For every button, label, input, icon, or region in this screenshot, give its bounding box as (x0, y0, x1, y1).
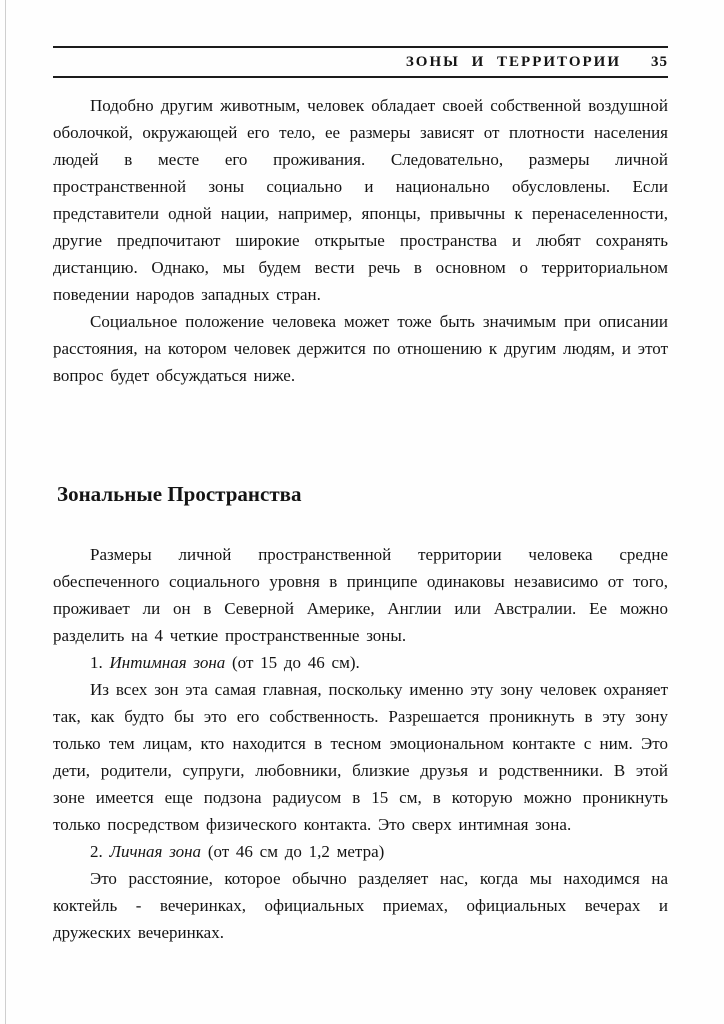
paragraph-intro-2: Социальное положение человека может тоже быть значимым при описании расстояния, на котором человек держится по отношению к другим людям, и этот вопрос будет обсуждаться ниже. (53, 312, 668, 385)
zone-1-range: (от 15 до 46 см). (232, 653, 360, 672)
zone-list-item-2 (53, 838, 668, 865)
running-header (53, 46, 668, 78)
paragraph-intro-1: Подобно другим животным, человек обладает своей собственной воздушной оболочкой, окружающей его тело, ее размеры зависят от плотности населения людей в месте его проживания. Следовательно, размеры личной пространственной зоны социально и национально обусловлены. Если представители одной нации, например, японцы, привычны к перенаселенности, другие предпочитают широкие открытые пространства и любят сохранять дистанцию. Однако, мы будем вести речь в основном о территориальном поведении народов западных стран. (53, 96, 668, 304)
paragraph-section-lead: Размеры личной пространственной территории человека средне обеспеченного социального уровня в принципе одинаковы независимо от того, проживает ли он в Северной Америке, Англии или Австралии. Ее можно разделить на 4 четкие пространственные зоны. (53, 545, 668, 645)
section-heading: Зональные Пространства (57, 482, 302, 506)
page-body (53, 92, 668, 946)
zone-1-name: Интимная зона (109, 653, 226, 672)
paragraph-zone-1-description: Из всех зон эта самая главная, поскольку именно эту зону человек охраняет так, как будто бы это его собственность. Разрешается проникнуть в эту зону только тем лицам, кто находится в тесном эмоциональном контакте с ним. Это дети, родители, супруги, любовники, близкие друзья и родственники. В этой зоне имеется еще подзона радиусом в 15 см, в которую можно проникнуть только посредством физического контакта. Это сверх интимная зона. (53, 680, 668, 834)
running-header-title: ЗОНЫ И ТЕРРИТОРИИ (405, 53, 621, 70)
page-number: 35 (651, 53, 668, 70)
paragraph-zone-2-description: Это расстояние, которое обычно разделяет нас, когда мы находимся на коктейль - вечеринках, официальных приемах, официальных вечерах и дружеских вечеринках. (53, 869, 668, 942)
page-scan-edge (5, 0, 6, 1024)
zone-2-range: (от 46 см до 1,2 метра) (207, 842, 385, 861)
zone-1-number: 1. (90, 653, 103, 672)
zone-list-item-1 (53, 649, 668, 676)
zone-2-number: 2. (90, 842, 103, 861)
zone-2-name: Личная зона (109, 842, 202, 861)
